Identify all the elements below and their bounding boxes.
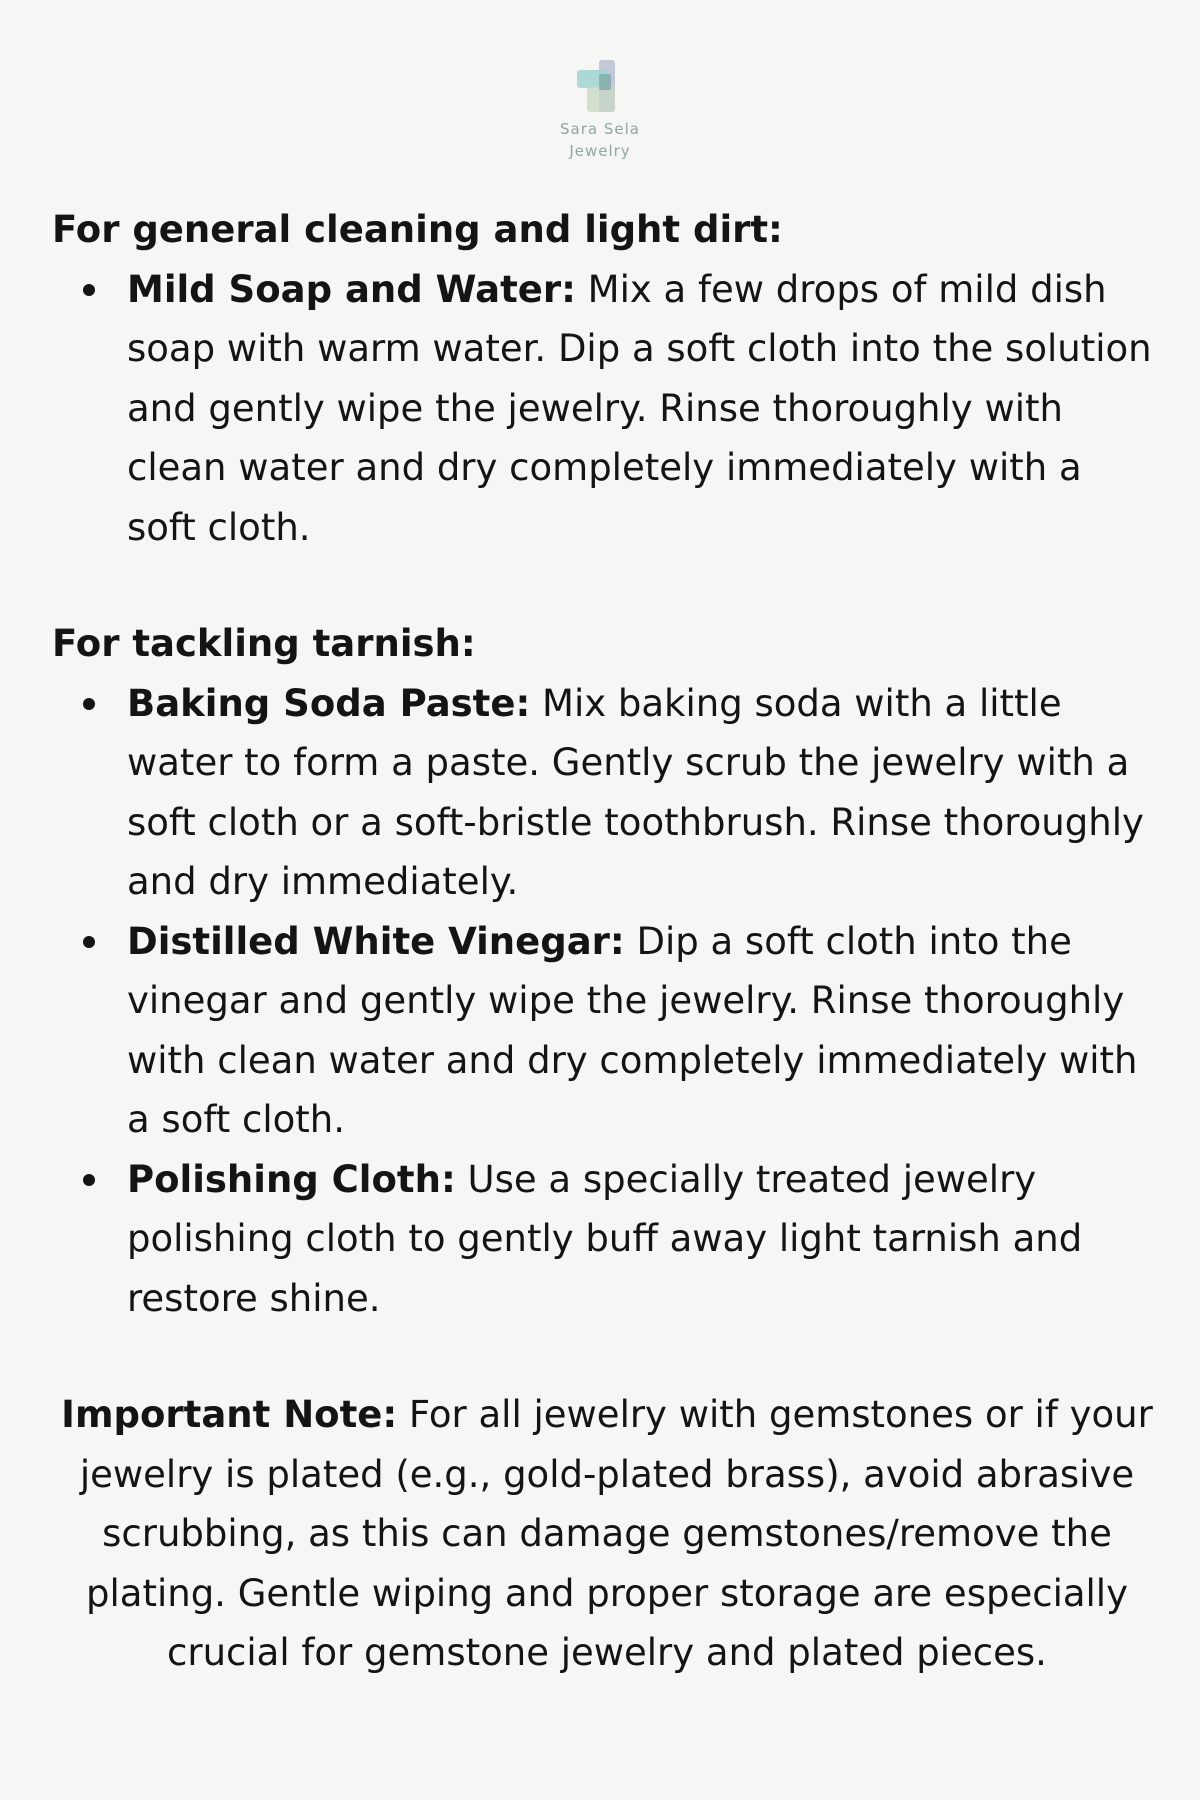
method-title: Polishing Cloth: (127, 1157, 456, 1201)
method-text: Dip a soft cloth into the vinegar and gently wipe the jewelry. Rinse thoroughly with clean water and dry completely immediately with a soft cloth. (127, 919, 1138, 1141)
logo-name-line2: Jewelry (569, 142, 631, 160)
section-tarnish (52, 614, 1162, 1328)
section-general-cleaning (52, 200, 1162, 557)
section-heading: For tackling tarnish: (52, 622, 476, 665)
cleaning-method-list (52, 260, 1162, 558)
logo-name-line1: Sara Sela (560, 120, 640, 138)
list-item-mild-soap (52, 260, 1162, 558)
cleaning-guide (52, 200, 1162, 1683)
tarnish-method-list (52, 674, 1162, 1329)
note-label: Important Note: (61, 1393, 398, 1436)
method-title: Mild Soap and Water: (127, 267, 576, 311)
method-text: Use a specially treated jewelry polishing cloth to gently buff away light tarnish and restore shine. (127, 1157, 1083, 1320)
method-title: Distilled White Vinegar: (127, 919, 625, 963)
logo-mark-icon (577, 60, 623, 116)
list-item-baking-soda (52, 674, 1162, 912)
section-spacer (52, 557, 1162, 614)
note-text: For all jewelry with gemstones or if your jewelry is plated (e.g., gold-plated brass), avoid abrasive scrubbing, as this can damage gemstones/remove the plating. Gentle wiping and proper storage are especially crucial for gemstone jewelry and plated pieces. (79, 1393, 1153, 1674)
method-text: Mix baking soda with a little water to form a paste. Gently scrub the jewelry with a soft cloth or a soft-bristle toothbrush. Rinse thoroughly and dry immediately. (127, 681, 1144, 903)
list-item-vinegar (52, 912, 1162, 1150)
brand-logo (0, 60, 1200, 160)
important-note (52, 1385, 1162, 1683)
list-item-polishing-cloth (52, 1150, 1162, 1329)
method-text: Mix a few drops of mild dish soap with warm water. Dip a soft cloth into the solution and gently wipe the jewelry. Rinse thoroughly with clean water and dry completely immediately with a soft cloth. (127, 267, 1152, 549)
method-title: Baking Soda Paste: (127, 681, 531, 725)
section-heading: For general cleaning and light dirt: (52, 208, 783, 251)
